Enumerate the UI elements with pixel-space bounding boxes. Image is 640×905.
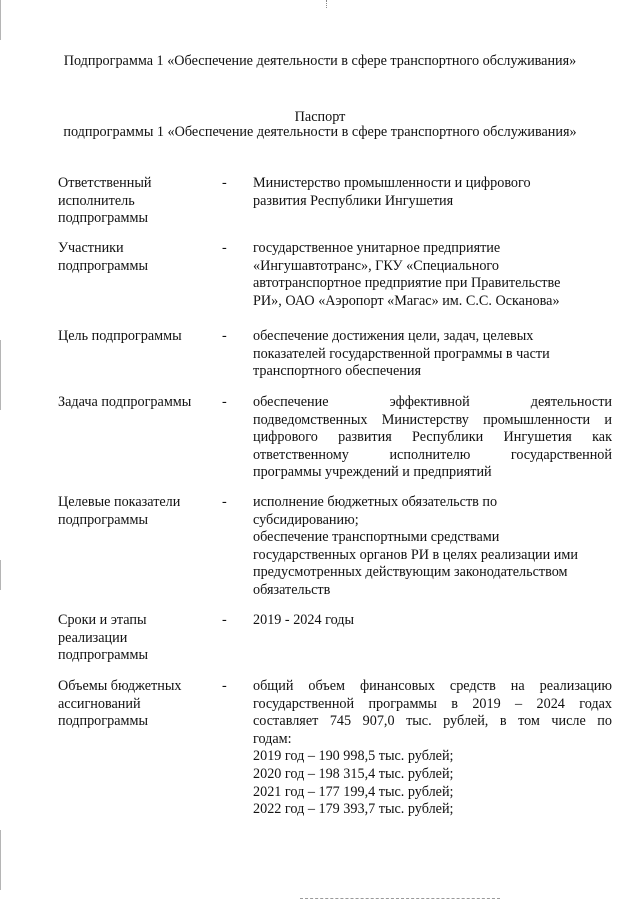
budget-year-line: 2021 год – 177 199,4 тыс. рублей; — [253, 783, 454, 800]
row-label: Цель подпрограммы — [58, 328, 182, 344]
budget-year-line: 2022 год – 179 393,7 тыс. рублей; — [253, 801, 454, 818]
row-value: 2019 - 2024 годы — [253, 612, 355, 628]
row-value: обеспечение эффективной деятельности подведомственных Министерству промышленности и цифрового развития Республики Ингушетия как ответственному исполнителю государственной программы учреждений и предприятий — [253, 394, 612, 481]
row-dash: - — [222, 612, 227, 628]
row-value: государственное унитарное предприятие «Ингушавтотранс», ГКУ «Специального автотранспортное предприятие при Правительстве РИ», ОАО «Аэропорт «Магас» им. С.С. Осканова» — [253, 240, 561, 309]
row-label: Целевые показатели подпрограммы — [58, 494, 181, 528]
scan-edge-line — [0, 830, 1, 890]
row-dash: - — [222, 494, 227, 510]
row-label: Задача подпрограммы — [58, 394, 192, 410]
row-label: Участники подпрограммы — [58, 240, 148, 274]
row-label: Сроки и этапы реализации подпрограммы — [58, 612, 148, 664]
row-dash: - — [222, 240, 227, 256]
row-value: обеспечение достижения цели, задач, целевых показателей государственной программы в части транспортного обеспечения — [253, 328, 550, 380]
row-value: исполнение бюджетных обязательств по субсидированию; обеспечение транспортными средствами государственных органов РИ в целях реализации ими предусмотренных действующим законодательством обязательств — [253, 494, 578, 598]
scan-edge-line — [0, 0, 1, 40]
budget-year-line: 2019 год – 190 998,5 тыс. рублей; — [253, 748, 454, 765]
row-value: Министерство промышленности и цифрового развития Республики Ингушетия — [253, 175, 531, 209]
scan-artifact-bottom — [300, 898, 500, 903]
row-label: Ответственный исполнитель подпрограммы — [58, 175, 152, 227]
scan-edge-line — [0, 340, 1, 410]
scan-edge-line — [0, 560, 1, 590]
row-dash: - — [222, 394, 227, 410]
row-value: общий объем финансовых средств на реализацию государственной программы в 2019 – 2024 годах составляет 745 907,0 тыс. рублей, в том числе по годам: 2019 год – 190 998,5 тыс. рублей; 2020 год – 198 315,4 тыс. рублей; 2021 год – 177 199,4 тыс. рублей; 2022 год – 179 393,7 тыс. рублей; — [253, 678, 612, 818]
row-label: Объемы бюджетных ассигнований подпрограммы — [58, 678, 182, 730]
document-title: Подпрограмма 1 «Обеспечение деятельности в сфере транспортного обслуживания» — [63, 53, 577, 69]
row-dash: - — [222, 678, 227, 694]
scan-artifact-top — [326, 0, 328, 8]
row-dash: - — [222, 175, 227, 191]
passport-heading: Паспорт — [294, 109, 346, 125]
passport-subtitle: подпрограммы 1 «Обеспечение деятельности в сфере транспортного обслуживания» — [63, 124, 577, 140]
budget-year-line: 2020 год – 198 315,4 тыс. рублей; — [253, 765, 454, 782]
row-dash: - — [222, 328, 227, 344]
